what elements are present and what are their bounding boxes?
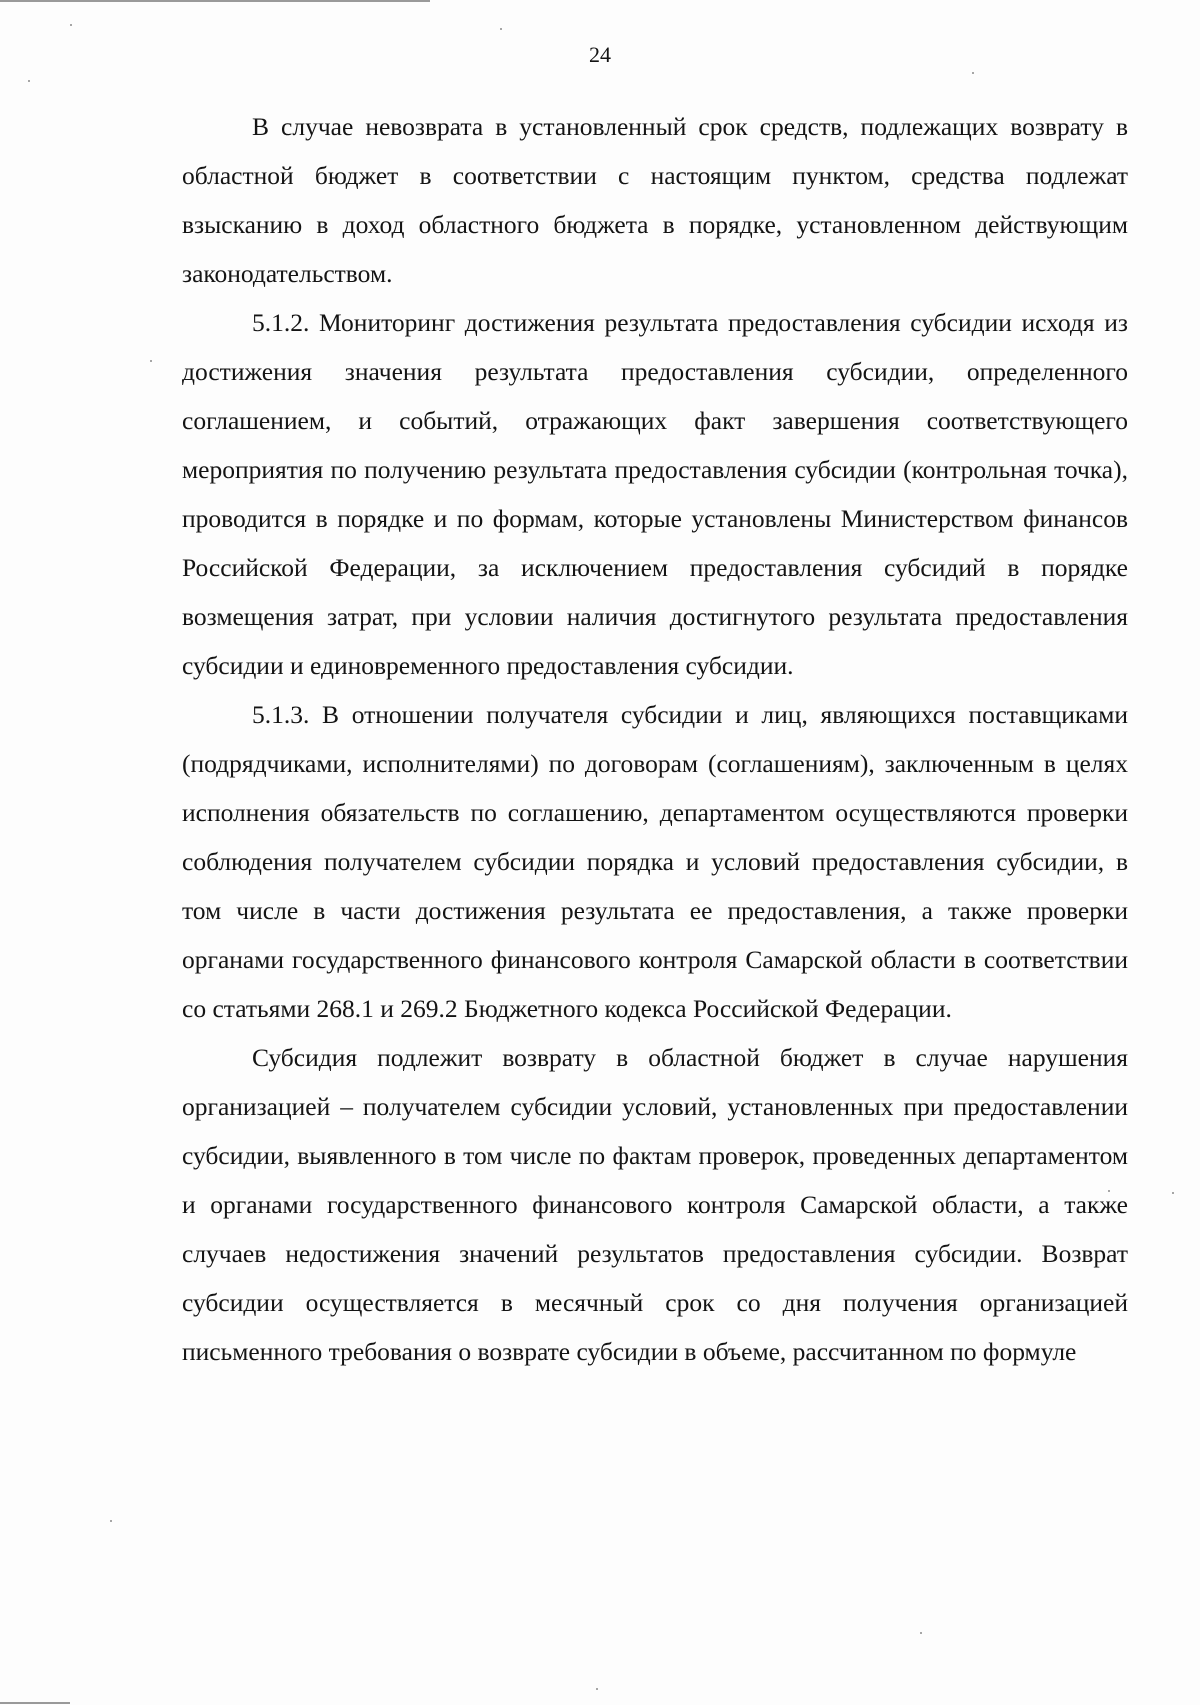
paragraph-recovery-procedure: В случае невозврата в установленный срок средств, подлежащих возврату в областной бюджет в соответствии с настоящим пунктом, средства подлежат взысканию в доход областного бюджета в порядке, установленном действующим законодательством. xyxy=(182,112,1128,288)
scan-speck xyxy=(500,28,502,30)
scan-speck xyxy=(596,1688,598,1690)
scan-speck xyxy=(920,1632,922,1634)
scan-speck xyxy=(110,1520,112,1522)
paragraph-5-1-3-inspections: 5.1.3. В отношении получателя субсидии и лиц, являющихся поставщиками (подрядчиками, исполнителями) по договорам (соглашениям), заключенным в целях исполнения обязательств по соглашению, департаментом осуществляются проверки соблюдения получателем субсидии порядка и условий предоставления субсидии, в том числе в части достижения результата ее предоставления, а также проверки органами государственного финансового контроля Самарской области в соответствии со статьями 268.1 и 269.2 Бюджетного кодекса Российской Федерации. xyxy=(182,700,1128,1023)
scan-edge-bottom xyxy=(0,1702,70,1704)
scan-speck xyxy=(1172,1192,1174,1194)
scan-speck xyxy=(150,360,152,362)
scan-speck xyxy=(972,72,974,74)
page-number: 24 xyxy=(589,42,611,67)
scan-speck xyxy=(70,24,72,26)
paragraph-5-1-2-monitoring: 5.1.2. Мониторинг достижения результата предоставления субсидии исходя из достижения значения результата предоставления субсидии, определенного соглашением, и событий, отражающих факт завершения соответствующего мероприятия по получению результата предоставления субсидии (контрольная точка), проводится в порядке и по формам, которые установлены Министерством финансов Российской Федерации, за исключением предоставления субсидий в порядке возмещения затрат, при условии наличия достигнутого результата предоставления субсидии и единовременного предоставления субсидии. xyxy=(182,308,1128,680)
scan-edge-top xyxy=(0,0,430,2)
document-body xyxy=(182,102,1128,1376)
paragraph-subsidy-return: Субсидия подлежит возврату в областной бюджет в случае нарушения организацией – получателем субсидии условий, установленных при предоставлении субсидии, выявленного в том числе по фактам проверок, проведенных департаментом и органами государственного финансового контроля Самарской области, а также случаев недостижения значений результатов предоставления субсидии. Возврат субсидии осуществляется в месячный срок со дня получения организацией письменного требования о возврате субсидии в объеме, рассчитанном по формуле xyxy=(182,1043,1128,1366)
scan-speck xyxy=(28,80,30,82)
